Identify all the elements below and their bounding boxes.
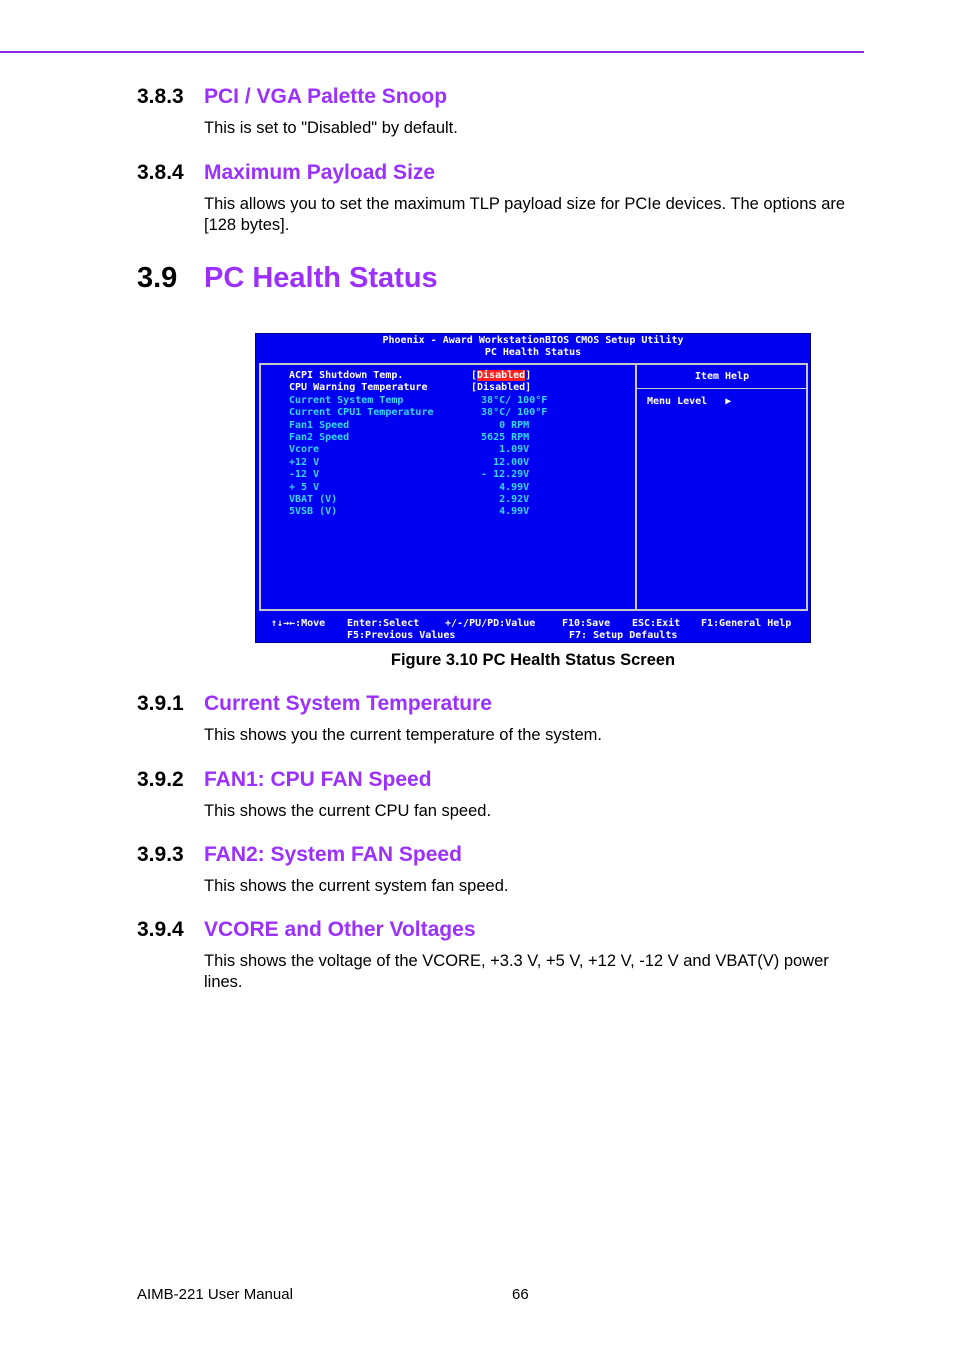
item-value: 2.92V bbox=[469, 493, 530, 505]
section-number: 3.9.1 bbox=[137, 692, 184, 715]
header-rule bbox=[0, 51, 864, 53]
paragraph-3-8-3: This is set to "Disabled" by default. bbox=[204, 119, 458, 137]
item-label: -12 V bbox=[289, 469, 320, 481]
menu-level bbox=[647, 396, 731, 408]
section-title: VCORE and Other Voltages bbox=[204, 918, 476, 941]
bios-header bbox=[256, 335, 810, 360]
bios-title: Phoenix - Award WorkstationBIOS CMOS Setup Utility bbox=[382, 335, 684, 346]
heading-3-9-4 bbox=[137, 917, 476, 943]
paragraph-3-9-3: This shows the current system fan speed. bbox=[204, 877, 509, 895]
section-number: 3.9.3 bbox=[137, 843, 184, 866]
menu-level-label: Menu Level bbox=[647, 396, 708, 407]
heading-3-8-4 bbox=[137, 160, 435, 186]
section-title: PCI / VGA Palette Snoop bbox=[204, 85, 448, 108]
help-separator bbox=[637, 388, 808, 389]
item-label: VBAT (V) bbox=[289, 493, 338, 505]
bracket-close: ] bbox=[525, 370, 532, 381]
key-previous-values: F5:Previous Values bbox=[347, 630, 456, 642]
heading-3-9-2 bbox=[137, 767, 432, 793]
key-value: +/-/PU/PD:Value bbox=[445, 618, 536, 629]
key-setup-defaults: F7: Setup Defaults bbox=[569, 630, 678, 642]
bios-key-legend bbox=[256, 618, 810, 643]
heading-3-9 bbox=[137, 260, 438, 296]
section-number: 3.9.2 bbox=[137, 768, 184, 791]
triangle-right-icon: ▶ bbox=[725, 396, 732, 407]
bios-main-frame bbox=[259, 363, 808, 611]
item-help-title: Item Help bbox=[694, 371, 750, 382]
item-value: 38°C/ 100°F bbox=[469, 394, 548, 406]
item-value: - 12.29V bbox=[469, 469, 530, 481]
item-value: 12.00V bbox=[469, 456, 530, 468]
item-value: 4.99V bbox=[469, 481, 530, 493]
bracket-open: [ bbox=[471, 370, 478, 381]
paragraph-3-9-2: This shows the current CPU fan speed. bbox=[204, 802, 492, 820]
item-label: +12 V bbox=[289, 456, 320, 468]
item-value: 5625 RPM bbox=[469, 431, 530, 443]
section-title: PC Health Status bbox=[204, 262, 438, 294]
item-label: Current System Temp bbox=[289, 394, 404, 406]
section-title: Maximum Payload Size bbox=[204, 161, 436, 184]
key-exit: ESC:Exit bbox=[632, 618, 681, 629]
paragraph-3-9-1: This shows you the current temperature of the system. bbox=[204, 726, 603, 744]
section-number: 3.8.4 bbox=[137, 161, 184, 184]
key-select: Enter:Select bbox=[347, 618, 420, 629]
item-label: Vcore bbox=[289, 444, 320, 456]
heading-3-9-1 bbox=[137, 691, 492, 717]
heading-3-9-3 bbox=[137, 842, 462, 868]
key-general-help: F1:General Help bbox=[701, 618, 792, 629]
item-value[interactable] bbox=[471, 370, 531, 382]
bios-subtitle: PC Health Status bbox=[484, 347, 582, 359]
item-label: + 5 V bbox=[289, 481, 320, 493]
item-label: ACPI Shutdown Temp. bbox=[289, 370, 404, 381]
footer-manual-title: AIMB-221 User Manual bbox=[137, 1286, 293, 1303]
page-number: 66 bbox=[512, 1286, 529, 1303]
section-title: FAN2: System FAN Speed bbox=[204, 843, 462, 866]
selected-value[interactable]: Disabled bbox=[477, 370, 526, 381]
paragraph-3-8-4: This allows you to set the maximum TLP payload size for PCIe devices. The options are [128 bytes]. bbox=[204, 195, 846, 234]
section-title: Current System Temperature bbox=[204, 692, 492, 715]
heading-3-8-3 bbox=[137, 84, 447, 110]
item-value: 0 RPM bbox=[469, 419, 530, 431]
item-value[interactable]: [Disabled] bbox=[471, 382, 532, 394]
bios-screenshot bbox=[255, 333, 811, 643]
section-number: 3.9.4 bbox=[137, 918, 184, 941]
section-number: 3.8.3 bbox=[137, 85, 184, 108]
key-save: F10:Save bbox=[562, 618, 611, 629]
key-move: ↑↓→←:Move bbox=[271, 618, 326, 629]
section-number: 3.9 bbox=[137, 262, 178, 294]
item-value: 38°C/ 100°F bbox=[469, 407, 548, 419]
item-value: 4.99V bbox=[469, 506, 530, 518]
item-label: Current CPU1 Temperature bbox=[289, 407, 434, 419]
item-label: CPU Warning Temperature bbox=[289, 382, 428, 394]
figure-caption: Figure 3.10 PC Health Status Screen bbox=[390, 651, 676, 669]
section-title: FAN1: CPU FAN Speed bbox=[204, 768, 432, 791]
item-label: Fan2 Speed bbox=[289, 431, 350, 443]
item-label: 5VSB (V) bbox=[289, 506, 338, 518]
item-label: Fan1 Speed bbox=[289, 419, 350, 431]
bios-panel-divider bbox=[635, 365, 637, 609]
item-value: 1.09V bbox=[469, 444, 530, 456]
paragraph-3-9-4: This shows the voltage of the VCORE, +3.3 V, +5 V, +12 V, -12 V and VBAT(V) power lines. bbox=[204, 952, 829, 991]
